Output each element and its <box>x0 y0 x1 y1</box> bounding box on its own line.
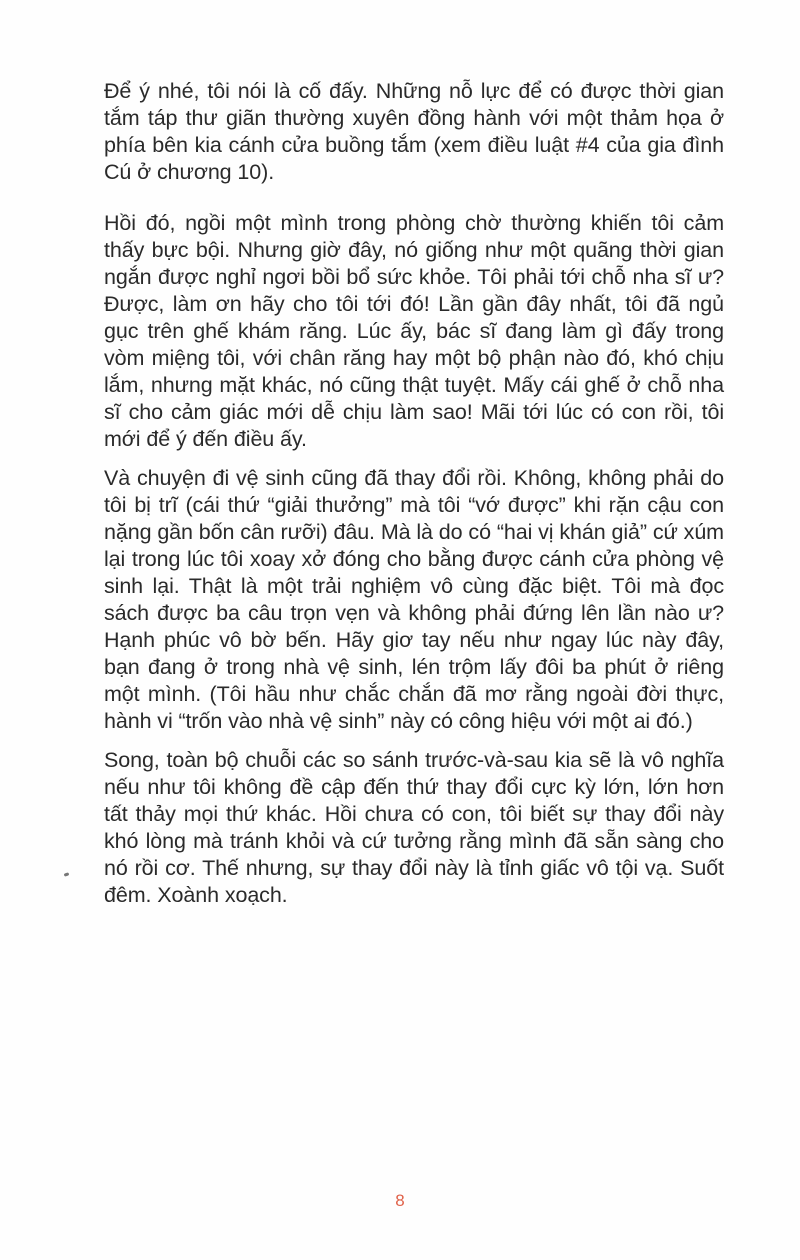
page-number: 8 <box>395 1191 405 1210</box>
paragraph-3: Và chuyện đi vệ sinh cũng đã thay đổi rồi. Không, không phải do tôi bị trĩ (cái thứ “giải thưởng” mà tôi “vớ được” khi rặn cậu con nặng gần bốn cân rưỡi) đâu. Mà là do có “hai vị khán giả” cứ xúm lại trong lúc tôi xoay xở đóng cho bằng được cánh cửa phòng vệ sinh lại. Thật là một trải nghiệm vô cùng đặc biệt. Tôi mà đọc sách được ba câu trọn vẹn và không phải đứng lên lần nào ư? Hạnh phúc vô bờ bến. Hãy giơ tay nếu như ngay lúc này đây, bạn đang ở trong nhà vệ sinh, lén trộm lấy đôi ba phút ở riêng một mình. (Tôi hầu như chắc chắn đã mơ rằng ngoài đời thực, hành vi “trốn vào nhà vệ sinh” này có công hiệu với một ai đó.) <box>104 466 724 733</box>
paragraph-1: Để ý nhé, tôi nói là cố đấy. Những nỗ lực để có được thời gian tắm táp thư giãn thường xuyên đồng hành với một thảm họa ở phía bên kia cánh cửa buồng tắm (xem điều luật #4 của gia đình Cú ở chương 10). <box>104 79 724 184</box>
paragraph-4: Song, toàn bộ chuỗi các so sánh trước-và-sau kia sẽ là vô nghĩa nếu như tôi không đề cập đến thứ thay đổi cực kỳ lớn, lớn hơn tất thảy mọi thứ khác. Hồi chưa có con, tôi biết sự thay đổi này khó lòng mà tránh khỏi và cứ tưởng rằng mình đã sẵn sàng cho nó rồi cơ. Thế nhưng, sự thay đổi này là tỉnh giấc vô tội vạ. Suốt đêm. Xoành xoạch. <box>104 748 724 907</box>
body-text <box>104 78 724 909</box>
paragraph-2: Hồi đó, ngồi một mình trong phòng chờ thường khiến tôi cảm thấy bực bội. Nhưng giờ đây, nó giống như một quãng thời gian ngắn được nghỉ ngơi bồi bổ sức khỏe. Tôi phải tới chỗ nha sĩ ư? Được, làm ơn hãy cho tôi tới đó! Lần gần đây nhất, tôi đã ngủ gục trên ghế khám răng. Lúc ấy, bác sĩ đang làm gì đấy trong vòm miệng tôi, với chân răng hay một bộ phận nào đó, khó chịu lắm, nhưng mặt khác, nó cũng thật tuyệt. Mấy cái ghế ở chỗ nha sĩ cho cảm giác mới dễ chịu làm sao! Mãi tới lúc có con rồi, tôi mới để ý đến điều ấy. <box>104 211 724 451</box>
scan-speck <box>64 872 70 877</box>
